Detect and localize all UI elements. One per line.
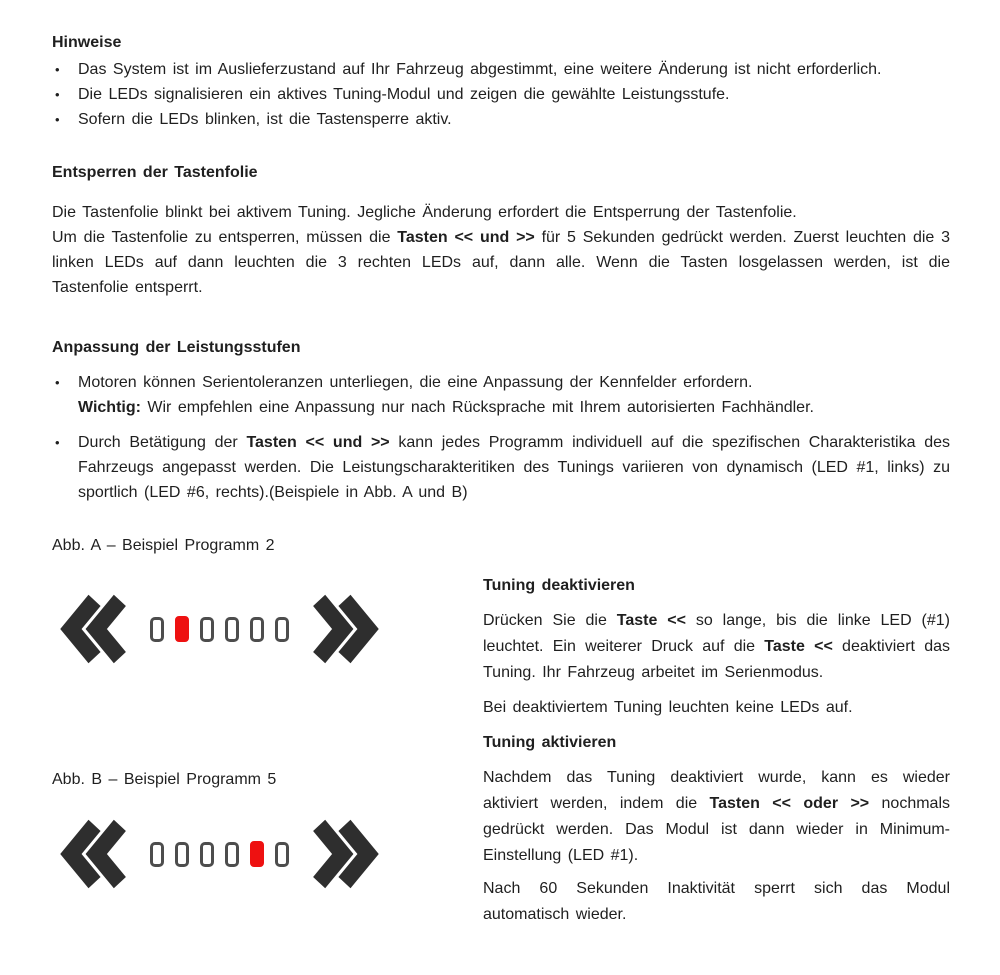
led-4: [225, 617, 239, 642]
led-2: [175, 842, 189, 867]
led-3: [200, 617, 214, 642]
chevron-double-right-icon: [309, 820, 385, 888]
list-item: [52, 82, 950, 107]
paragraph: Bei deaktiviertem Tuning leuchten keine LEDs auf.: [483, 699, 853, 716]
led-panel-a: [54, 595, 483, 663]
two-column-area: [52, 533, 950, 928]
led-strip: [150, 841, 289, 867]
section-title-tuning-deaktivieren: Tuning deaktivieren: [483, 577, 635, 594]
list-item-line: Motoren können Serientoleranzen unterliegen, die eine Anpassung der Kennfelder erfordern.: [78, 374, 753, 391]
bullet-icon: •: [55, 435, 60, 450]
section-title-tuning-aktivieren: Tuning aktivieren: [483, 734, 617, 751]
list-item: [52, 107, 950, 132]
led-5-active: [250, 841, 264, 867]
section-title-anpassung: Anpassung der Leistungsstufen: [52, 339, 301, 356]
list-item-text: Das System ist im Auslieferzustand auf Ihr Fahrzeug abgestimmt, eine weitere Änderung ist nicht erforderlich.: [78, 61, 882, 78]
led-strip: [150, 616, 289, 642]
list-item-text: Durch Betätigung der Tasten << und >> kann jedes Programm individuell auf die spezifischen Charakteristika des Fahrzeugs angepasst werden. Die Leistungscharakteritiken des Tunings variieren von dynamisch (LED #1, links) zu sportlich (LED #6, rechts).(Beispiele in Abb. A und B): [78, 434, 951, 501]
led-3: [200, 842, 214, 867]
chevron-double-left-icon: [54, 820, 130, 888]
figure-b-label: Abb. B – Beispiel Programm 5: [52, 771, 277, 788]
led-5: [250, 617, 264, 642]
section-title-hinweise: Hinweise: [52, 34, 122, 51]
paragraph: Nachdem das Tuning deaktiviert wurde, kann es wieder aktiviert werden, indem die Tasten << oder >> nochmals gedrückt werden. Das Modul ist dann wieder in Minimum-Einstellung (LED #1).: [483, 769, 951, 864]
figures-column: [52, 533, 483, 928]
led-1: [150, 842, 164, 867]
list-item: [52, 57, 950, 82]
hinweise-list: [52, 57, 950, 132]
led-panel-b: [54, 820, 483, 888]
figure-a-label: Abb. A – Beispiel Programm 2: [52, 537, 275, 554]
list-item-text: [78, 370, 950, 420]
bullet-icon: •: [55, 375, 60, 390]
chevron-double-right-icon: [309, 595, 385, 663]
paragraph: Um die Tastenfolie zu entsperren, müssen die Tasten << und >> für 5 Sekunden gedrückt werden. Zuerst leuchten die 3 linken LEDs auf dann leuchten die 3 rechten LEDs auf, dann alle. Wenn die Tasten losgelassen werden, ist die Tastenfolie entsperrt.: [52, 229, 951, 296]
bullet-icon: •: [55, 87, 60, 102]
section-title-entsperren: Entsperren der Tastenfolie: [52, 164, 258, 181]
document-page: [52, 30, 950, 928]
led-6: [275, 842, 289, 867]
paragraph: Die Tastenfolie blinkt bei aktivem Tuning. Jegliche Änderung erfordert die Entsperrung der Tastenfolie.: [52, 204, 797, 221]
bullet-icon: •: [55, 112, 60, 127]
led-1: [150, 617, 164, 642]
led-6: [275, 617, 289, 642]
list-item-text: Die LEDs signalisieren ein aktives Tuning-Modul und zeigen die gewählte Leistungsstufe.: [78, 86, 730, 103]
chevron-double-left-icon: [54, 595, 130, 663]
bullet-icon: •: [55, 62, 60, 77]
list-item-line: Wichtig: Wir empfehlen eine Anpassung nur nach Rücksprache mit Ihrem autorisierten Fachhändler.: [78, 399, 814, 416]
paragraph: Nach 60 Sekunden Inaktivität sperrt sich das Modul automatisch wieder.: [483, 880, 950, 923]
led-4: [225, 842, 239, 867]
instructions-column: [483, 533, 950, 928]
list-item: [52, 430, 950, 505]
anpassung-list: [52, 370, 950, 505]
led-2-active: [175, 616, 189, 642]
paragraph: Drücken Sie die Taste << so lange, bis die linke LED (#1) leuchtet. Ein weiterer Druck auf die Taste << deaktiviert das Tuning. Ihr Fahrzeug arbeitet im Serienmodus.: [483, 612, 951, 681]
list-item-text: Sofern die LEDs blinken, ist die Tastensperre aktiv.: [78, 111, 452, 128]
list-item: [52, 370, 950, 420]
